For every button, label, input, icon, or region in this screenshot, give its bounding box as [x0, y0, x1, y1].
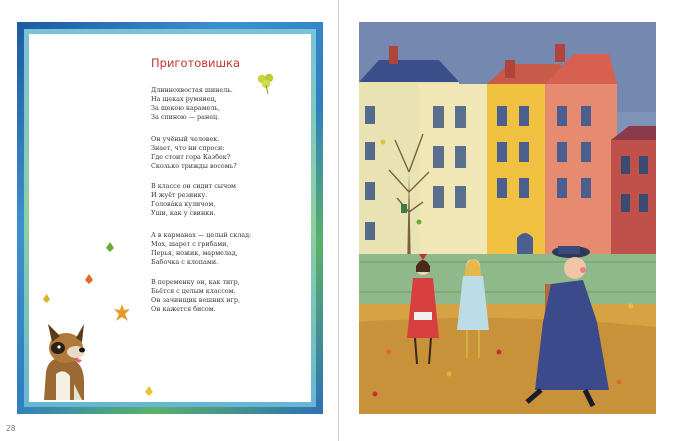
- green-fence: [359, 254, 656, 308]
- poem-line: Сколько трижды восемь?: [151, 162, 237, 170]
- autumn-leaf-icon: [144, 386, 154, 396]
- autumn-leaf-icon: [105, 242, 115, 252]
- autumn-leaf-icon: [113, 304, 131, 322]
- poem-line: И жуёт резинку.: [151, 191, 208, 199]
- left-page: [0, 0, 338, 441]
- poem-title: Приготовишка: [151, 56, 241, 70]
- stanza-2: [151, 135, 237, 171]
- fallen-leaf: [387, 350, 392, 355]
- stanza-1: [151, 86, 233, 122]
- street-illustration: [359, 22, 656, 414]
- page-number: 28: [6, 424, 16, 433]
- poem-line: Он зачинщик вешних игр,: [151, 296, 241, 304]
- falling-leaf: [381, 140, 386, 145]
- right-page: [339, 0, 677, 441]
- building-pink: [545, 44, 617, 259]
- frame-inner-border: [24, 29, 316, 407]
- poem-line: Он кажется бисом.: [151, 305, 216, 313]
- fallen-leaf: [373, 392, 378, 397]
- building-cream: [419, 84, 489, 259]
- poem-line: Уши, как у свинки.: [151, 209, 216, 217]
- fallen-leaf: [497, 350, 502, 355]
- stanza-5: [151, 278, 240, 314]
- fallen-leaf: [617, 380, 622, 385]
- stanza-3: [151, 182, 236, 218]
- poem-line: Где стоит гора Казбек?: [151, 153, 231, 161]
- poem-line: Перья, ножик, мармелад,: [151, 249, 238, 257]
- poem-line: А в карманах — целый склад:: [151, 231, 252, 239]
- dog-illustration: [34, 322, 94, 402]
- decorative-frame: [17, 22, 323, 414]
- poem-line: Мох, шарет с грибами,: [151, 240, 229, 248]
- stanza-4: [151, 231, 251, 267]
- clover-leaf-icon: [255, 71, 277, 95]
- fallen-leaf: [447, 372, 452, 377]
- poem-line: В классе он сидит сычом: [151, 182, 237, 190]
- autumn-leaf-icon: [42, 294, 51, 303]
- autumn-leaf-icon: [84, 274, 94, 284]
- building-red: [611, 126, 656, 260]
- poem-line: Бабочка с клопами.: [151, 258, 219, 266]
- poem-line: Бьётся с целым классом.: [151, 287, 236, 295]
- poem-line: За спиною — ранец.: [151, 113, 220, 121]
- poem-line: Голова́ка куличом,: [151, 200, 216, 208]
- poem-line: Знает, что ни спроси:: [151, 144, 225, 152]
- poem-sheet: [29, 34, 311, 402]
- poem-line: Длиннохвостая шинель.: [151, 86, 233, 94]
- poem-line: На щеках румянец,: [151, 95, 217, 103]
- poem-line: За щекою карамель,: [151, 104, 221, 112]
- poem-line: В переменку он, как тигр,: [151, 278, 240, 286]
- falling-leaf: [417, 220, 422, 225]
- poem-line: Он учёный человек.: [151, 135, 220, 143]
- fallen-leaf: [629, 304, 634, 309]
